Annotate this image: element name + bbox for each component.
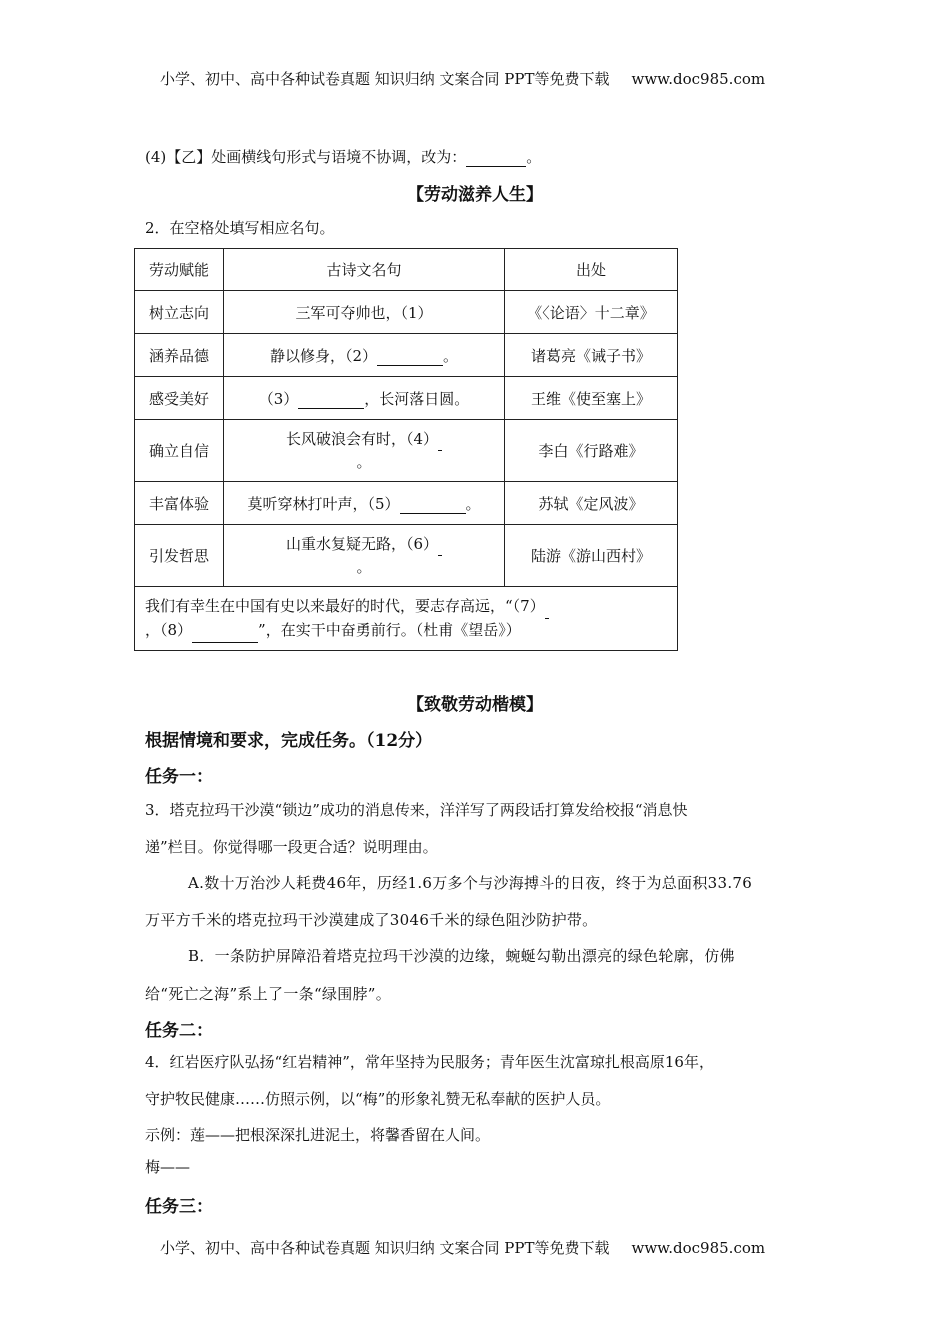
q3-line-2: 递”栏目。你觉得哪一段更合适？说明理由。 bbox=[145, 838, 438, 856]
verse-text: 三军可夺帅也，（1） bbox=[295, 303, 433, 322]
verse-end: 。 bbox=[443, 346, 459, 365]
footer-line-2a: ，（8） bbox=[145, 620, 193, 639]
table-row bbox=[135, 334, 678, 377]
q3-line-1: 3．塔克拉玛干沙漠“锁边”成功的消息传来，洋洋写了两段话打算发给校报“消息快 bbox=[145, 801, 688, 819]
page-footer bbox=[160, 1237, 765, 1258]
verse-end: ，长河落日圆。 bbox=[364, 389, 470, 408]
q4-prefix: (4)【乙】处画横线句形式与语境不协调，改为： bbox=[145, 148, 467, 166]
verse-end: 。 bbox=[356, 558, 372, 576]
page-header bbox=[160, 68, 765, 89]
header-cell-category: 劳动赋能 bbox=[135, 249, 224, 291]
row-label: 感受美好 bbox=[135, 377, 224, 420]
task-3-title: 任务三： bbox=[145, 1197, 213, 1217]
answer-blank-2 bbox=[377, 347, 443, 366]
answer-blank-5 bbox=[400, 495, 466, 514]
q4-suffix: 。 bbox=[526, 148, 542, 166]
row-verse bbox=[224, 334, 505, 377]
row-label: 树立志向 bbox=[135, 291, 224, 334]
verse-text: （3） bbox=[258, 389, 299, 408]
row-verse bbox=[224, 482, 505, 525]
q4-answer-blank bbox=[466, 148, 526, 167]
row-verse bbox=[224, 377, 505, 420]
verse-text: 莫听穿林打叶声，（5） bbox=[247, 494, 400, 513]
table-row bbox=[135, 291, 678, 334]
footer-url[interactable]: www.doc985.com bbox=[631, 1239, 766, 1257]
footer-text: 小学、初中、高中各种试卷真题 知识归纳 文案合同 PPT等免费下载 bbox=[160, 1239, 610, 1257]
question-2-prompt: 2．在空格处填写相应名句。 bbox=[145, 219, 335, 237]
row-source: 李白《行路难》 bbox=[505, 420, 678, 482]
task-instruction: 根据情境和要求，完成任务。（12分） bbox=[145, 731, 433, 751]
row-label: 涵养品德 bbox=[135, 334, 224, 377]
table-header-row bbox=[135, 249, 678, 291]
q3-option-b-line-2: 给“死亡之海”系上了一条“绿围脖”。 bbox=[145, 985, 392, 1003]
q3-option-b-line-1: B．一条防护屏障沿着塔克拉玛干沙漠的边缘，蜿蜒勾勒出漂亮的绿色轮廓，仿佛 bbox=[188, 947, 735, 965]
answer-blank-4 bbox=[438, 428, 442, 451]
header-cell-source: 出处 bbox=[505, 249, 678, 291]
verse-text: 静以修身，（2） bbox=[269, 346, 378, 365]
row-source: 《〈论语〉十二章》 bbox=[505, 291, 678, 334]
verse-text: 长风破浪会有时，（4） bbox=[285, 430, 439, 448]
table-footer-cell bbox=[135, 587, 678, 651]
q4b-example: 示例：莲——把根深深扎进泥土，将馨香留在人间。 bbox=[145, 1126, 491, 1144]
task-1-title: 任务一： bbox=[145, 767, 213, 787]
answer-blank-3 bbox=[298, 390, 364, 409]
row-source: 苏轼《定风波》 bbox=[505, 482, 678, 525]
row-source: 陆游《游山西村》 bbox=[505, 525, 678, 587]
q4b-line-2: 守护牧民健康……仿照示例，以“梅”的形象礼赞无私奉献的医护人员。 bbox=[145, 1090, 611, 1108]
poem-table bbox=[134, 248, 678, 651]
row-verse bbox=[224, 420, 505, 482]
table-row bbox=[135, 482, 678, 525]
q4b-line-1: 4．红岩医疗队弘扬“红岩精神”，常年坚持为民服务；青年医生沈富琼扎根高原16年， bbox=[145, 1053, 714, 1071]
table-row bbox=[135, 420, 678, 482]
answer-blank-6 bbox=[438, 533, 442, 556]
table-row bbox=[135, 525, 678, 587]
row-verse bbox=[224, 525, 505, 587]
header-url[interactable]: www.doc985.com bbox=[631, 70, 766, 88]
footer-line-2b: ”，在实干中奋勇前行。（杜甫《望岳》） bbox=[258, 620, 521, 639]
answer-blank-8 bbox=[192, 619, 258, 643]
verse-end: 。 bbox=[356, 453, 372, 471]
row-source: 诸葛亮《诫子书》 bbox=[505, 334, 678, 377]
verse-text: 山重水复疑无路，（6） bbox=[285, 535, 439, 553]
verse-end: 。 bbox=[465, 494, 481, 513]
section-title-salute-labor-models: 【致敬劳动楷模】 bbox=[407, 695, 543, 715]
row-label: 确立自信 bbox=[135, 420, 224, 482]
footer-line-1: 我们有幸生在中国有史以来最好的时代，要志存高远，“（7） bbox=[145, 596, 545, 615]
row-label: 丰富体验 bbox=[135, 482, 224, 525]
section-title-labor-nourishes-life: 【劳动滋养人生】 bbox=[407, 185, 543, 205]
answer-blank-7 bbox=[545, 595, 549, 619]
header-text: 小学、初中、高中各种试卷真题 知识归纳 文案合同 PPT等免费下载 bbox=[160, 70, 610, 88]
table-row bbox=[135, 377, 678, 420]
row-label: 引发哲思 bbox=[135, 525, 224, 587]
table-footer-row bbox=[135, 587, 678, 651]
header-cell-verse: 古诗文名句 bbox=[224, 249, 505, 291]
task-2-title: 任务二： bbox=[145, 1021, 213, 1041]
q4b-answer-prefix: 梅—— bbox=[145, 1158, 191, 1176]
q3-option-a-line-2: 万平方千米的塔克拉玛干沙漠建成了3046千米的绿色阻沙防护带。 bbox=[145, 911, 598, 929]
row-verse bbox=[224, 291, 505, 334]
q3-option-a-line-1: A.数十万治沙人耗费46年，历经1.6万多个与沙海搏斗的日夜，终于为总面积33.76 bbox=[188, 874, 753, 892]
question-4-line bbox=[145, 146, 541, 167]
row-source: 王维《使至塞上》 bbox=[505, 377, 678, 420]
